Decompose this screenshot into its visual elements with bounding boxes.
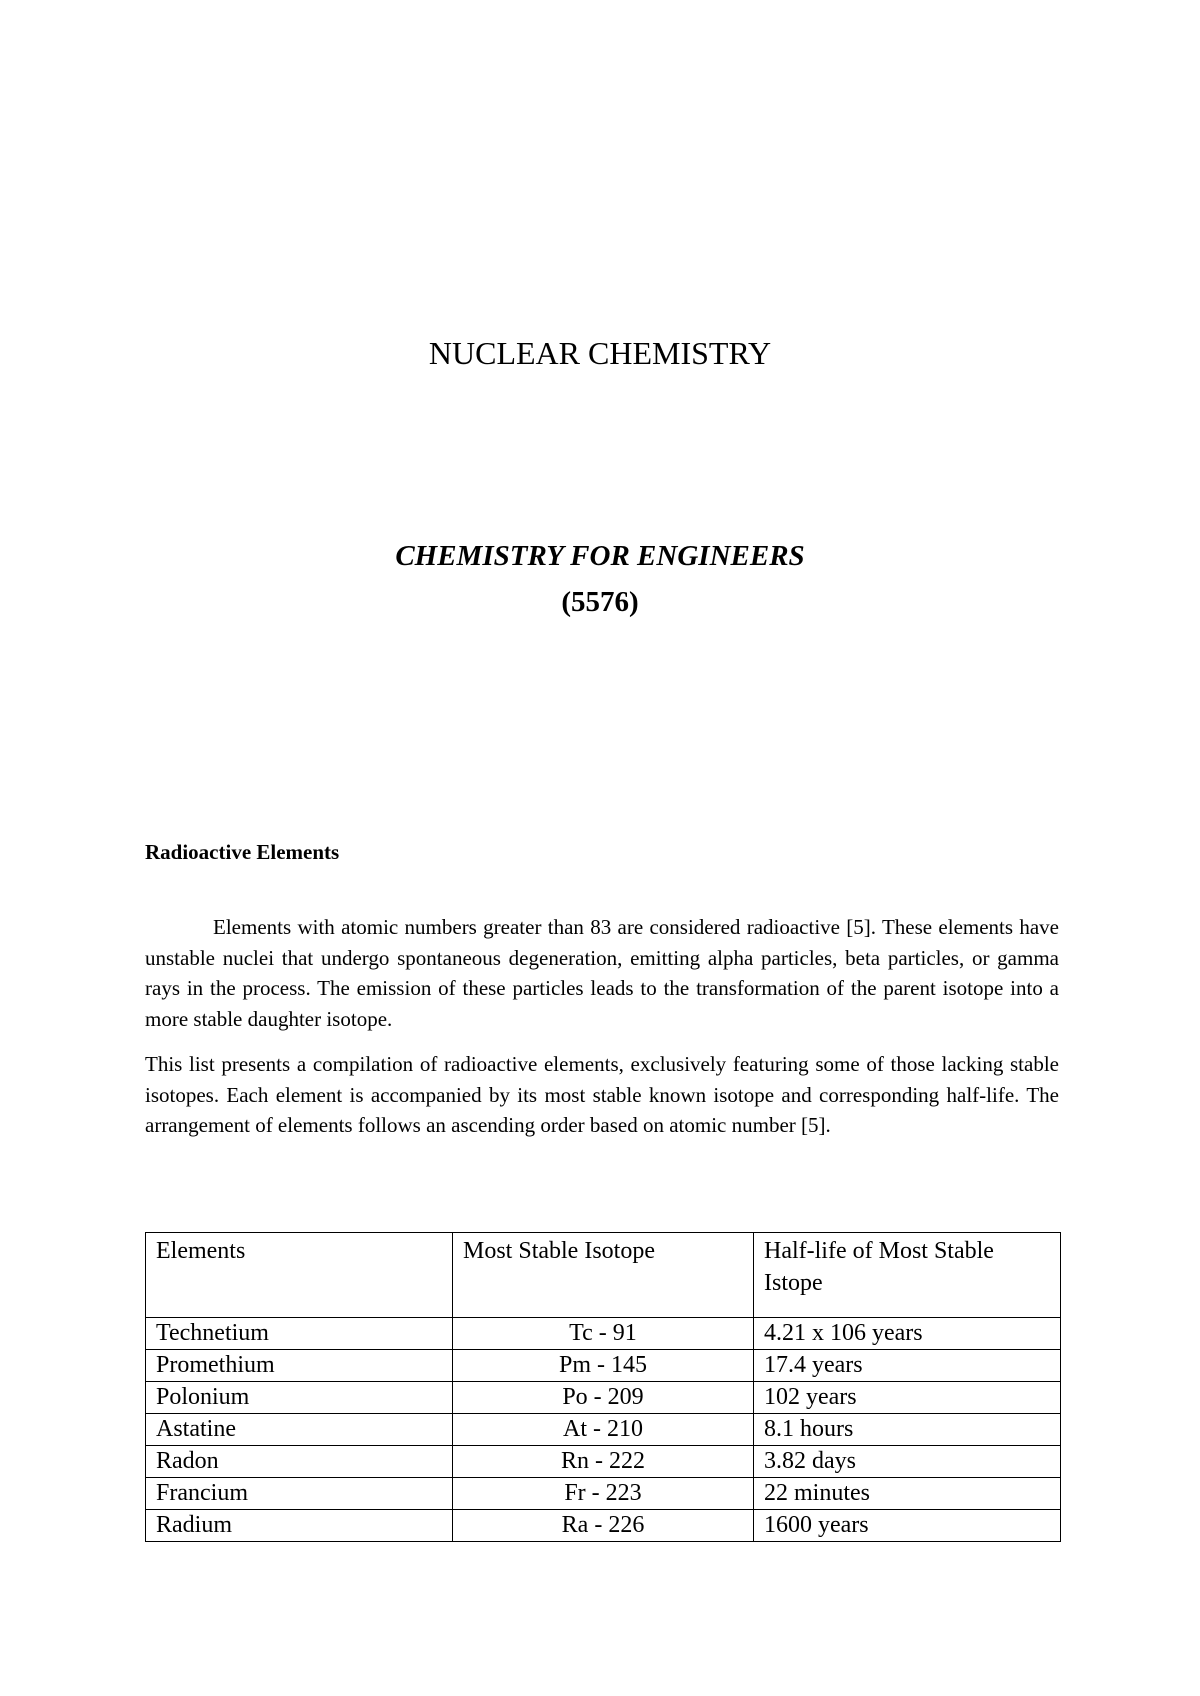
half-life: 3.82 days (754, 1446, 1061, 1478)
table-header-row (146, 1233, 1061, 1318)
half-life: 8.1 hours (754, 1414, 1061, 1446)
table-row (146, 1478, 1061, 1510)
table-row (146, 1414, 1061, 1446)
isotope: Pm - 145 (453, 1350, 754, 1382)
isotope: Ra - 226 (453, 1510, 754, 1542)
header-most-stable-isotope: Most Stable Isotope (453, 1233, 754, 1318)
table-row (146, 1446, 1061, 1478)
course-code: (5576) (561, 586, 639, 618)
half-life: 102 years (754, 1382, 1061, 1414)
isotope: Tc - 91 (453, 1318, 754, 1350)
element-name: Radon (146, 1446, 453, 1478)
element-name: Francium (146, 1478, 453, 1510)
half-life: 17.4 years (754, 1350, 1061, 1382)
element-name: Radium (146, 1510, 453, 1542)
paragraph-list-description: This list presents a compilation of radioactive elements, exclusively featuring some of those lacking stable isotopes. Each element is accompanied by its most stable known isotope and corresponding half-life. The arrangement of elements follows an ascending order based on atomic number [5]. (145, 1052, 1059, 1137)
section-heading: Radioactive Elements (145, 840, 340, 864)
header-half-life: Half-life of Most Stable Istope (754, 1233, 1061, 1318)
isotope: Fr - 223 (453, 1478, 754, 1510)
isotope: Po - 209 (453, 1382, 754, 1414)
element-name: Polonium (146, 1382, 453, 1414)
paragraph-intro: Elements with atomic numbers greater than 83 are considered radioactive [5]. These elements have unstable nuclei that undergo spontaneous degeneration, emitting alpha particles, beta particles, or gamma rays in the process. The emission of these particles leads to the transformation of the parent isotope into a more stable daughter isotope. (145, 915, 1059, 1031)
table-row (146, 1318, 1061, 1350)
document-subtitle: CHEMISTRY FOR ENGINEERS (395, 540, 805, 572)
document-title: NUCLEAR CHEMISTRY (428, 335, 772, 371)
half-life: 22 minutes (754, 1478, 1061, 1510)
header-elements: Elements (146, 1233, 453, 1318)
table-row (146, 1350, 1061, 1382)
element-name: Technetium (146, 1318, 453, 1350)
half-life: 4.21 x 106 years (754, 1318, 1061, 1350)
isotope: At - 210 (453, 1414, 754, 1446)
half-life: 1600 years (754, 1510, 1061, 1542)
table-row (146, 1382, 1061, 1414)
element-name: Astatine (146, 1414, 453, 1446)
isotope: Rn - 222 (453, 1446, 754, 1478)
table-row (146, 1510, 1061, 1542)
element-name: Promethium (146, 1350, 453, 1382)
radioactive-elements-table (145, 1232, 1061, 1542)
